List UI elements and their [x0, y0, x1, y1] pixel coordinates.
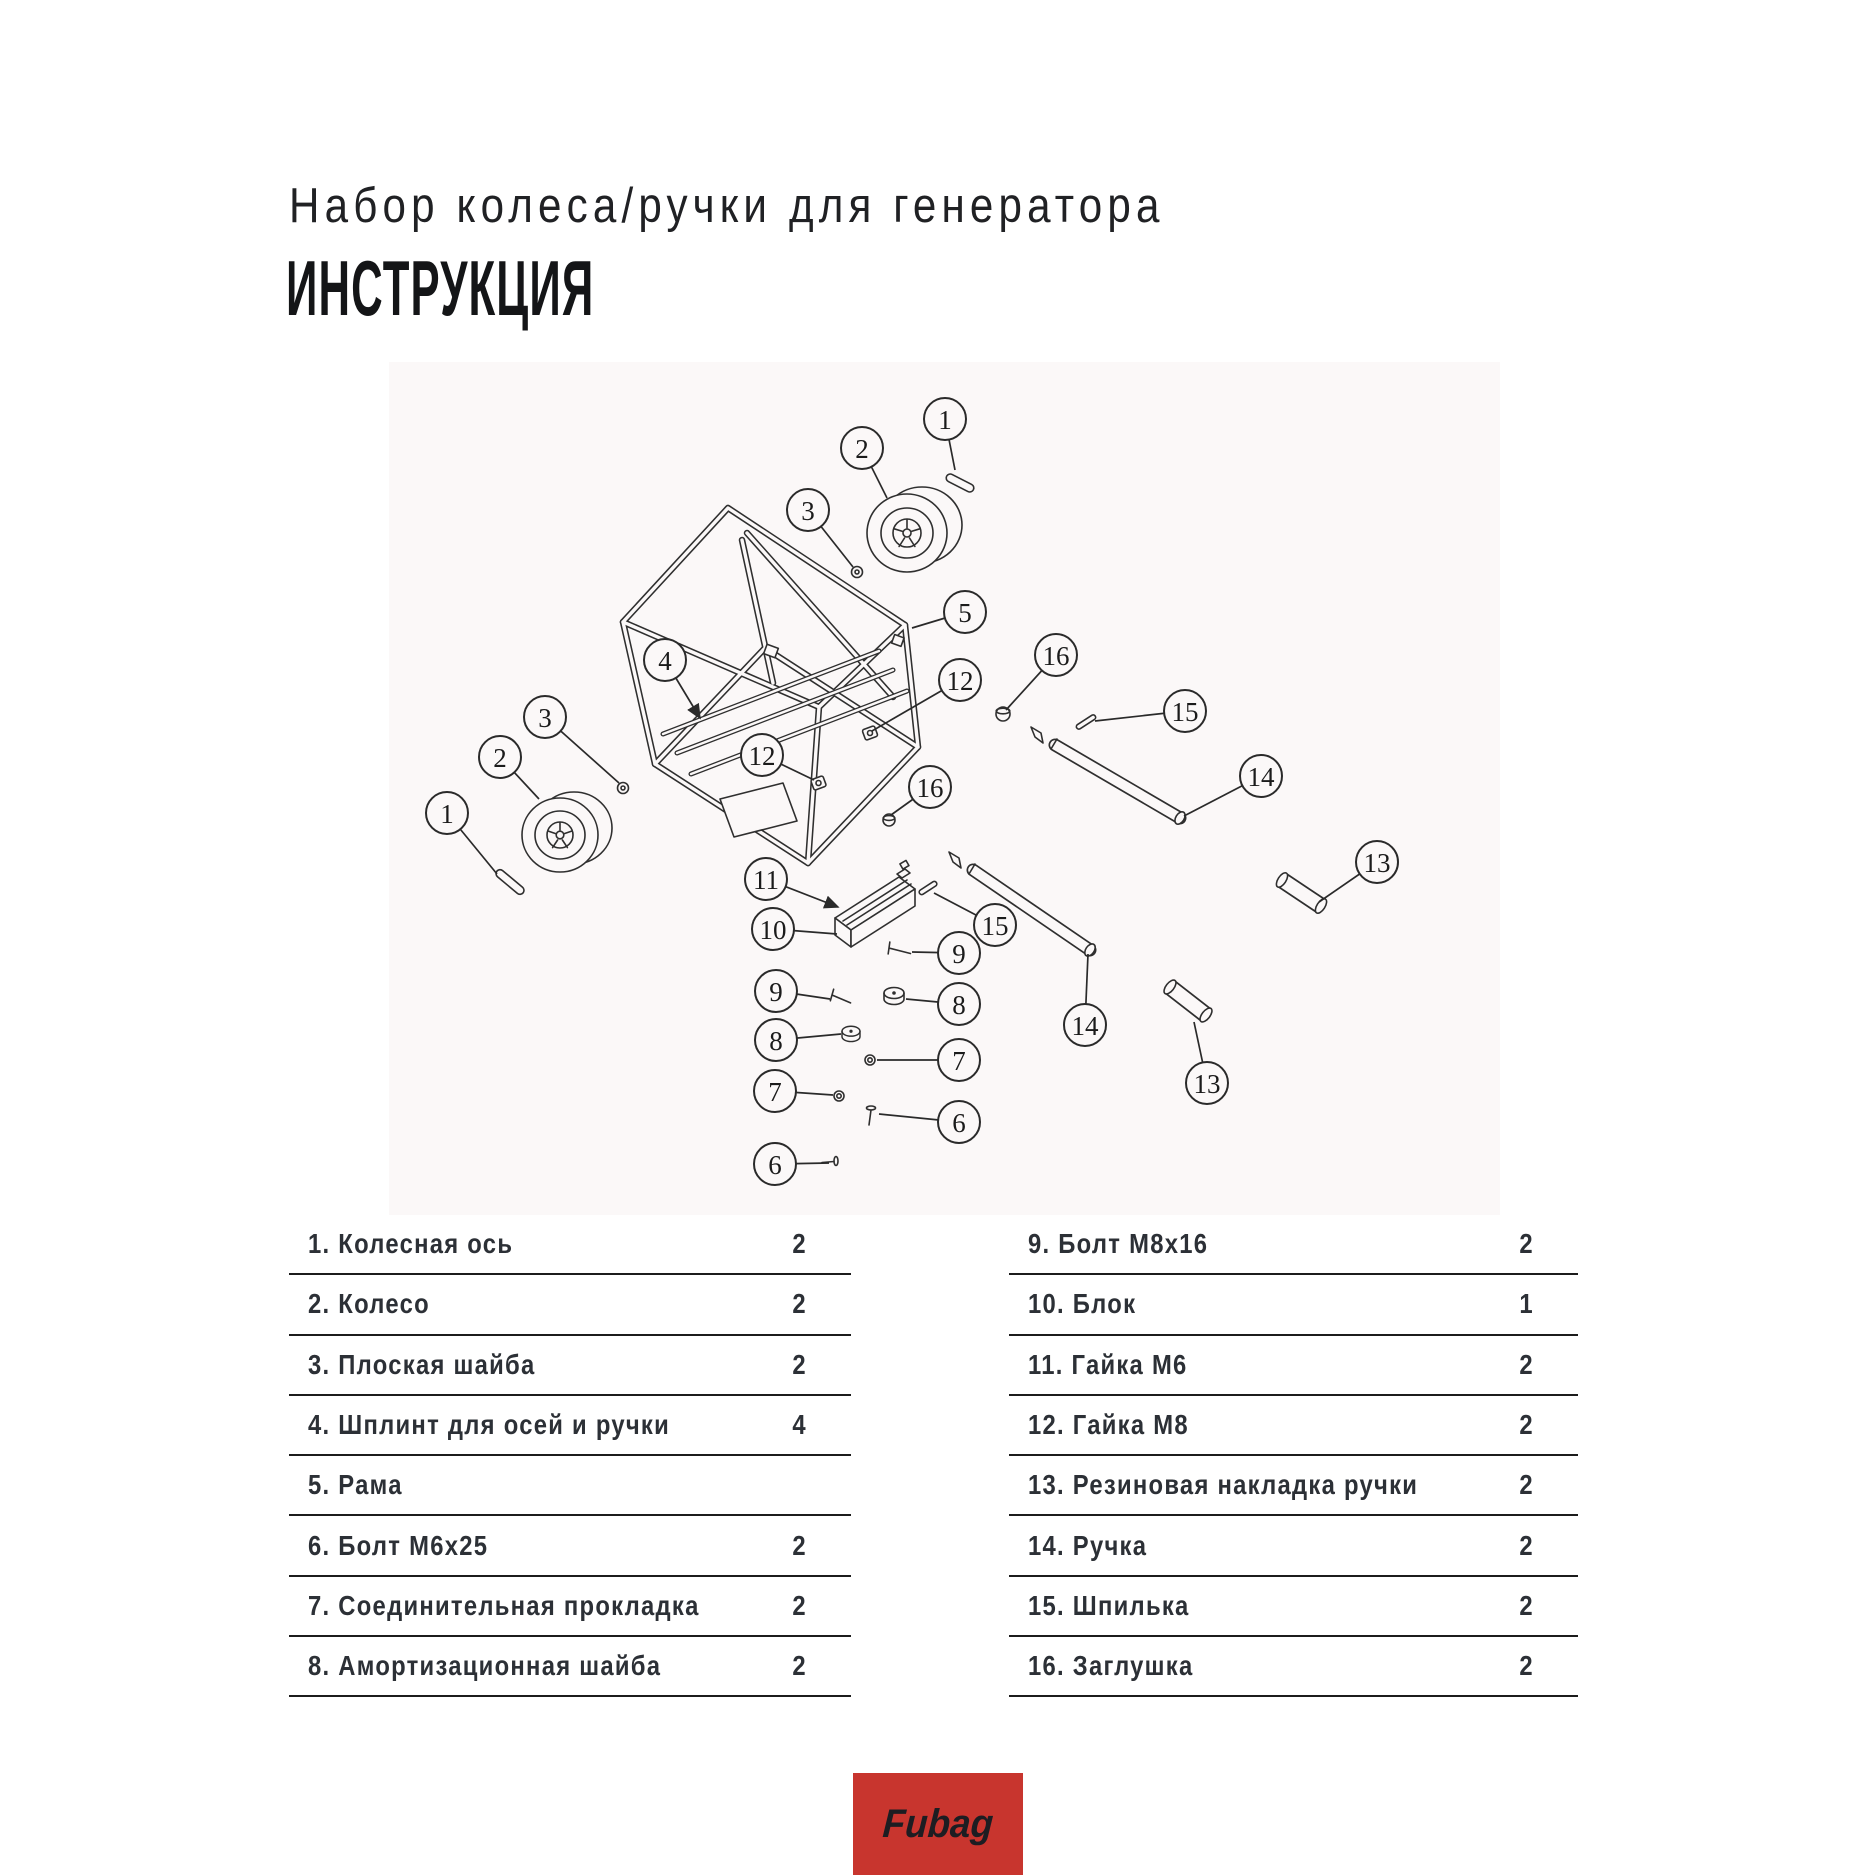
svg-text:11: 11 [753, 865, 779, 895]
svg-text:7: 7 [768, 1077, 782, 1107]
svg-text:8: 8 [769, 1026, 783, 1056]
part-label: 8. Амортизационная шайба [308, 1650, 662, 1682]
svg-text:14: 14 [1071, 1011, 1099, 1041]
svg-text:10: 10 [759, 915, 787, 945]
svg-text:8: 8 [952, 990, 966, 1020]
svg-text:1: 1 [440, 799, 454, 829]
parts-row [289, 1637, 851, 1697]
svg-text:15: 15 [981, 911, 1009, 941]
svg-text:9: 9 [769, 977, 783, 1007]
parts-row [289, 1215, 851, 1275]
parts-row [289, 1275, 851, 1335]
part-label: 6. Болт М6х25 [308, 1529, 489, 1561]
svg-text:3: 3 [801, 496, 815, 526]
part-label: 1. Колесная ось [308, 1228, 514, 1260]
svg-text:2: 2 [493, 743, 507, 773]
svg-text:13: 13 [1193, 1069, 1221, 1099]
svg-text:15: 15 [1171, 697, 1199, 727]
part-label: 11. Гайка М6 [1028, 1348, 1188, 1380]
fubag-logo-text: Fubag [881, 1801, 995, 1846]
part-qty: 2 [792, 1348, 806, 1380]
part-qty: 2 [1519, 1348, 1533, 1380]
part-label: 12. Гайка М8 [1028, 1409, 1189, 1441]
part-qty: 1 [1519, 1288, 1533, 1320]
part-qty: 2 [792, 1288, 806, 1320]
part-qty: 2 [1519, 1650, 1533, 1682]
svg-text:9: 9 [952, 939, 966, 969]
svg-text:16: 16 [916, 773, 944, 803]
parts-row [289, 1456, 851, 1516]
parts-row [1009, 1215, 1578, 1275]
svg-text:16: 16 [1042, 641, 1070, 671]
parts-row [1009, 1577, 1578, 1637]
svg-text:7: 7 [952, 1046, 966, 1076]
parts-row [1009, 1275, 1578, 1335]
part-label: 15. Шпилька [1028, 1589, 1190, 1621]
parts-row [1009, 1396, 1578, 1456]
part-qty: 2 [792, 1529, 806, 1561]
svg-text:1: 1 [938, 405, 952, 435]
parts-row [1009, 1336, 1578, 1396]
part-label: 9. Болт М8х16 [1028, 1228, 1209, 1260]
part-label: 2. Колесо [308, 1288, 430, 1320]
svg-text:12: 12 [946, 666, 974, 696]
part-qty: 2 [1519, 1589, 1533, 1621]
parts-table-right [1009, 1215, 1578, 1697]
part-qty: 2 [792, 1589, 806, 1621]
part-qty: 2 [792, 1228, 806, 1260]
svg-text:3: 3 [538, 703, 552, 733]
part-label: 10. Блок [1028, 1288, 1137, 1320]
part-label: 3. Плоская шайба [308, 1348, 536, 1380]
part-qty: 2 [1519, 1409, 1533, 1441]
fubag-logo [853, 1773, 1023, 1875]
part-label: 13. Резиновая накладка ручки [1028, 1469, 1419, 1501]
part-qty: 2 [1519, 1469, 1533, 1501]
svg-text:5: 5 [958, 598, 972, 628]
svg-text:4: 4 [658, 646, 672, 676]
parts-row [1009, 1456, 1578, 1516]
svg-text:13: 13 [1363, 848, 1391, 878]
part-label: 4. Шплинт для осей и ручки [308, 1409, 671, 1441]
parts-row [289, 1577, 851, 1637]
part-label: 5. Рама [308, 1469, 403, 1501]
part-label: 16. Заглушка [1028, 1650, 1194, 1682]
exploded-diagram [389, 362, 1500, 1215]
parts-row [289, 1396, 851, 1456]
part-qty: 2 [792, 1650, 806, 1682]
parts-table-left [289, 1215, 851, 1697]
parts-row [1009, 1516, 1578, 1576]
part-label: 14. Ручка [1028, 1529, 1148, 1561]
svg-text:12: 12 [748, 741, 776, 771]
svg-text:6: 6 [768, 1150, 782, 1180]
parts-row [1009, 1637, 1578, 1697]
page-title: ИНСТРУКЦИЯ [286, 244, 595, 332]
part-qty: 2 [1519, 1228, 1533, 1260]
part-label: 7. Соединительная прокладка [308, 1589, 700, 1621]
svg-text:2: 2 [855, 434, 869, 464]
svg-text:14: 14 [1247, 762, 1275, 792]
page-subtitle: Набор колеса/ручки для генератора [289, 179, 1165, 233]
parts-row [289, 1516, 851, 1576]
parts-row [289, 1336, 851, 1396]
part-qty: 4 [792, 1409, 806, 1441]
svg-text:6: 6 [952, 1108, 966, 1138]
part-qty: 2 [1519, 1529, 1533, 1561]
